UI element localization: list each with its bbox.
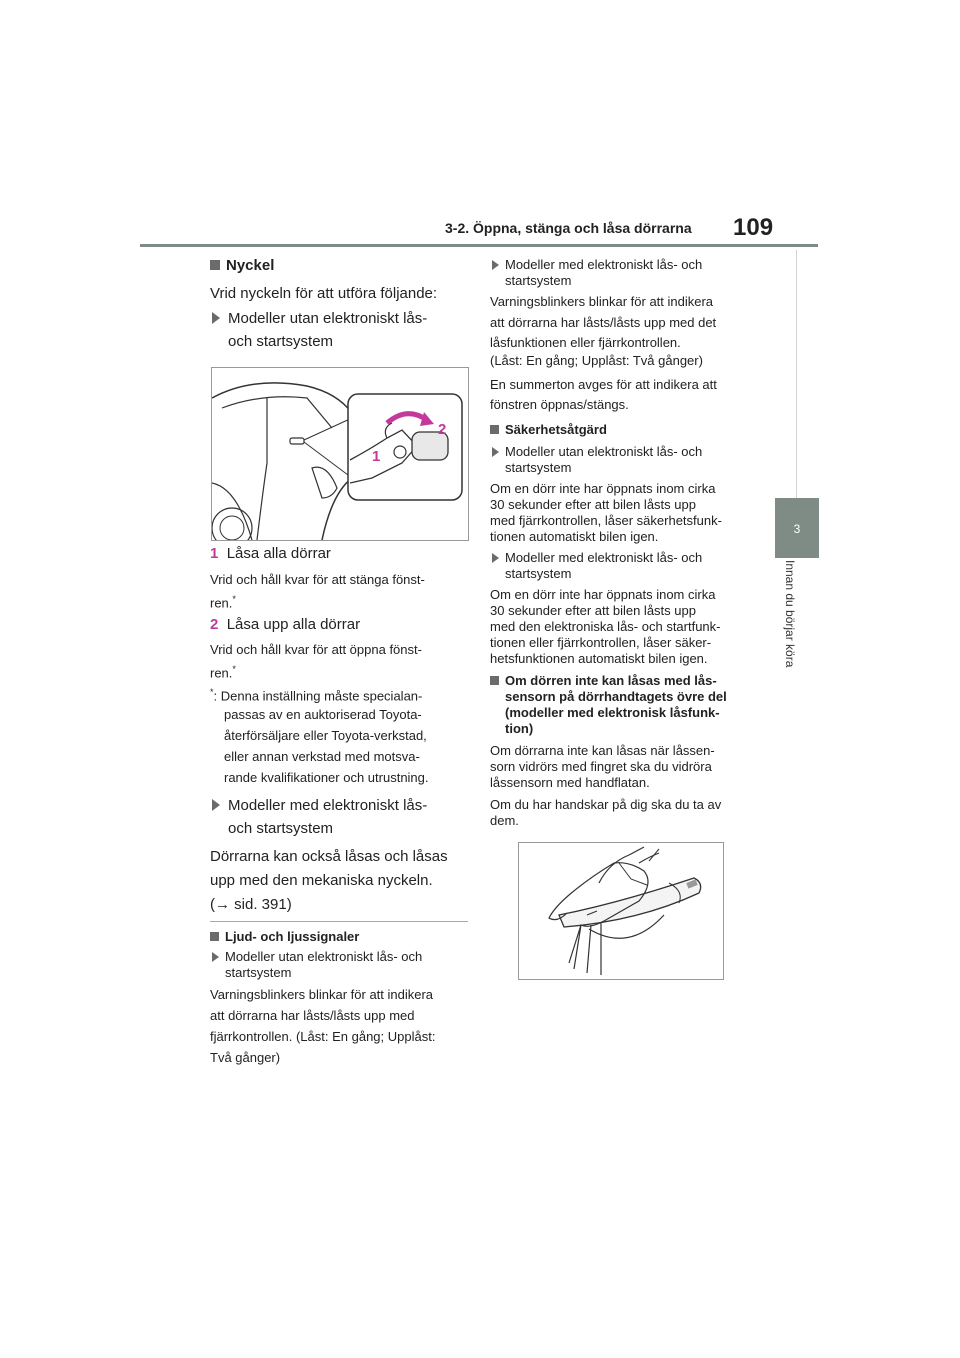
sec-text2-2: med den elektroniska lås- och startfunk- (490, 619, 721, 634)
heading-sensor-line-0: Om dörren inte kan låsas med lås- (505, 673, 717, 688)
item-2-desc-line2 (210, 661, 236, 681)
signals-text-0: Varningsblinkers blinkar för att indikera (210, 987, 434, 1002)
item-1-label: Låsa alla dörrar (226, 545, 331, 562)
side-tab-line (796, 250, 797, 500)
sensor-text1-2: låssensorn med handflatan. (490, 775, 650, 790)
header-rule (140, 244, 818, 247)
model-without-label (212, 308, 427, 330)
heading-sensor-line-1: sensorn på dörrhandtagets övre del (505, 689, 727, 704)
heading-sensor (490, 672, 717, 689)
sec-model-with-label (492, 549, 702, 566)
item-1-number: 1 (210, 545, 219, 562)
item-1 (210, 543, 331, 565)
model-with-label (212, 795, 427, 817)
footnote-line-2: återförsäljare eller Toyota-verkstad, (224, 728, 427, 743)
model-with-line1: Modeller med elektroniskt lås- (228, 797, 428, 814)
sec-text2-1: 30 sekunder efter att bilen låsts upp (490, 603, 696, 618)
item-2-label: Låsa upp alla dörrar (226, 616, 361, 633)
callout-2: 2 (438, 421, 447, 438)
sensor-text2-0: Om du har handskar på dig ska du ta av (490, 797, 722, 812)
sec-model-without-label (492, 443, 702, 460)
sec-model-without-line1: Modeller utan elektroniskt lås- och (505, 444, 703, 459)
right-signals-2: låsfunktionen eller fjärrkontrollen. (490, 335, 681, 350)
item-2-number: 2 (210, 616, 219, 633)
sec-text2-4: hetsfunktionen automatiskt bilen igen. (490, 651, 708, 666)
model-with-line2: och startsystem (228, 820, 334, 837)
mech-line-1: upp med den mekaniska nyckeln. (210, 872, 433, 889)
item-2-desc-line1: Vrid och håll kvar för att öppna fönst- (210, 642, 422, 657)
section-title: 3-2. Öppna, stänga och låsa dörrarna (445, 220, 692, 236)
heading-security-text: Säkerhetsåtgärd (505, 422, 607, 437)
triangle-bullet-icon (492, 260, 499, 270)
triangle-bullet-icon (212, 312, 220, 324)
page-number: 109 (733, 214, 774, 241)
heading-sensor-line-3: tion) (505, 721, 534, 736)
item-1-desc-line2 (210, 591, 236, 611)
triangle-bullet-icon (212, 799, 220, 811)
buzzer-1: fönstren öppnas/stängs. (490, 397, 629, 412)
footnote-line-4: rande kvalifikationer och utrustning. (224, 770, 429, 785)
heading-security (490, 421, 607, 438)
item-2 (210, 614, 360, 636)
right-model-with-line2: startsystem (505, 273, 572, 288)
square-bullet-icon (490, 676, 499, 685)
heading-nyckel-text: Nyckel (226, 257, 275, 274)
asterisk-2: * (232, 664, 236, 674)
heading-signals-text: Ljud- och ljussignaler (225, 929, 360, 944)
right-signals-3: (Låst: En gång; Upplåst: Två gånger) (490, 353, 703, 368)
triangle-bullet-icon (212, 952, 219, 962)
callout-1: 1 (372, 448, 381, 465)
right-model-with-line1: Modeller med elektroniskt lås- och (505, 257, 703, 272)
footnote-line-1: passas av en auktoriserad Toyota- (224, 707, 422, 722)
sec-text1-0: Om en dörr inte har öppnats inom cirka (490, 481, 716, 496)
item-1-desc-line1: Vrid och håll kvar för att stänga fönst- (210, 572, 425, 587)
section-divider (210, 921, 468, 922)
square-bullet-icon (210, 260, 220, 270)
sec-text1-1: 30 sekunder efter att bilen låsts upp (490, 497, 696, 512)
key-figure-illustration (212, 368, 468, 540)
item-1-desc-line2-text: ren. (210, 595, 233, 611)
right-signals-0: Varningsblinkers blinkar för att indikera (490, 294, 714, 309)
model-without-line2: och startsystem (228, 333, 334, 350)
sec-text1-2: med fjärrkontrollen, låser säkerhetsfunk- (490, 513, 722, 528)
sec-model-with-line1: Modeller med elektroniskt lås- och (505, 550, 703, 565)
heading-nyckel (210, 255, 274, 277)
right-model-with-label (492, 256, 702, 273)
triangle-bullet-icon (492, 553, 499, 563)
sensor-text2-1: dem. (490, 813, 519, 828)
signals-model-label (212, 948, 422, 965)
handle-figure-illustration (519, 843, 723, 979)
sec-model-without-line2: startsystem (505, 460, 572, 475)
sensor-text1-1: sorn vidrörs med fingret ska du vidröra (490, 759, 712, 774)
key-figure (211, 367, 469, 541)
model-without-line1: Modeller utan elektroniskt lås- (228, 310, 428, 327)
footnote-line-3: eller annan verkstad med motsva- (224, 749, 420, 764)
chapter-number: 3 (793, 522, 801, 536)
chapter-tab (775, 498, 819, 558)
chapter-label: Innan du börjar köra (783, 560, 797, 668)
mech-line-2[interactable]: (→ sid. 391) (210, 896, 292, 913)
sec-text2-0: Om en dörr inte har öppnats inom cirka (490, 587, 716, 602)
sec-model-with-line2: startsystem (505, 566, 572, 581)
right-signals-1: att dörrarna har låsts/låsts upp med det (490, 315, 717, 330)
signals-model-line1: Modeller utan elektroniskt lås- och (225, 949, 423, 964)
buzzer-0: En summerton avges för att indikera att (490, 377, 717, 392)
signals-model-line2: startsystem (225, 965, 292, 980)
intro-text: Vrid nyckeln för att utföra följande: (210, 285, 438, 302)
signals-text-1: att dörrarna har låsts/låsts upp med (210, 1008, 415, 1023)
triangle-bullet-icon (492, 447, 499, 457)
heading-sensor-line-2: (modeller med elektronisk låsfunk- (505, 705, 720, 720)
item-2-desc-line2-text: ren. (210, 665, 233, 681)
square-bullet-icon (210, 932, 219, 941)
square-bullet-icon (490, 425, 499, 434)
footnote-line-0: : Denna inställning måste specialan- (213, 688, 423, 704)
footnote (210, 684, 422, 704)
signals-text-3: Två gånger) (210, 1050, 281, 1065)
asterisk-1: * (232, 594, 236, 604)
sensor-text1-0: Om dörrarna inte kan låsas när låssen- (490, 743, 715, 758)
mech-line-0: Dörrarna kan också låsas och låsas (210, 848, 448, 865)
handle-figure (518, 842, 724, 980)
signals-text-2: fjärrkontrollen. (Låst: En gång; Upplåst: (210, 1029, 436, 1044)
sec-text1-3: tionen automatiskt bilen igen. (490, 529, 659, 544)
heading-signals (210, 928, 359, 945)
sec-text2-3: tionen eller fjärrkontrollen, låser säker- (490, 635, 712, 650)
footnote-asterisk: * (210, 687, 214, 697)
